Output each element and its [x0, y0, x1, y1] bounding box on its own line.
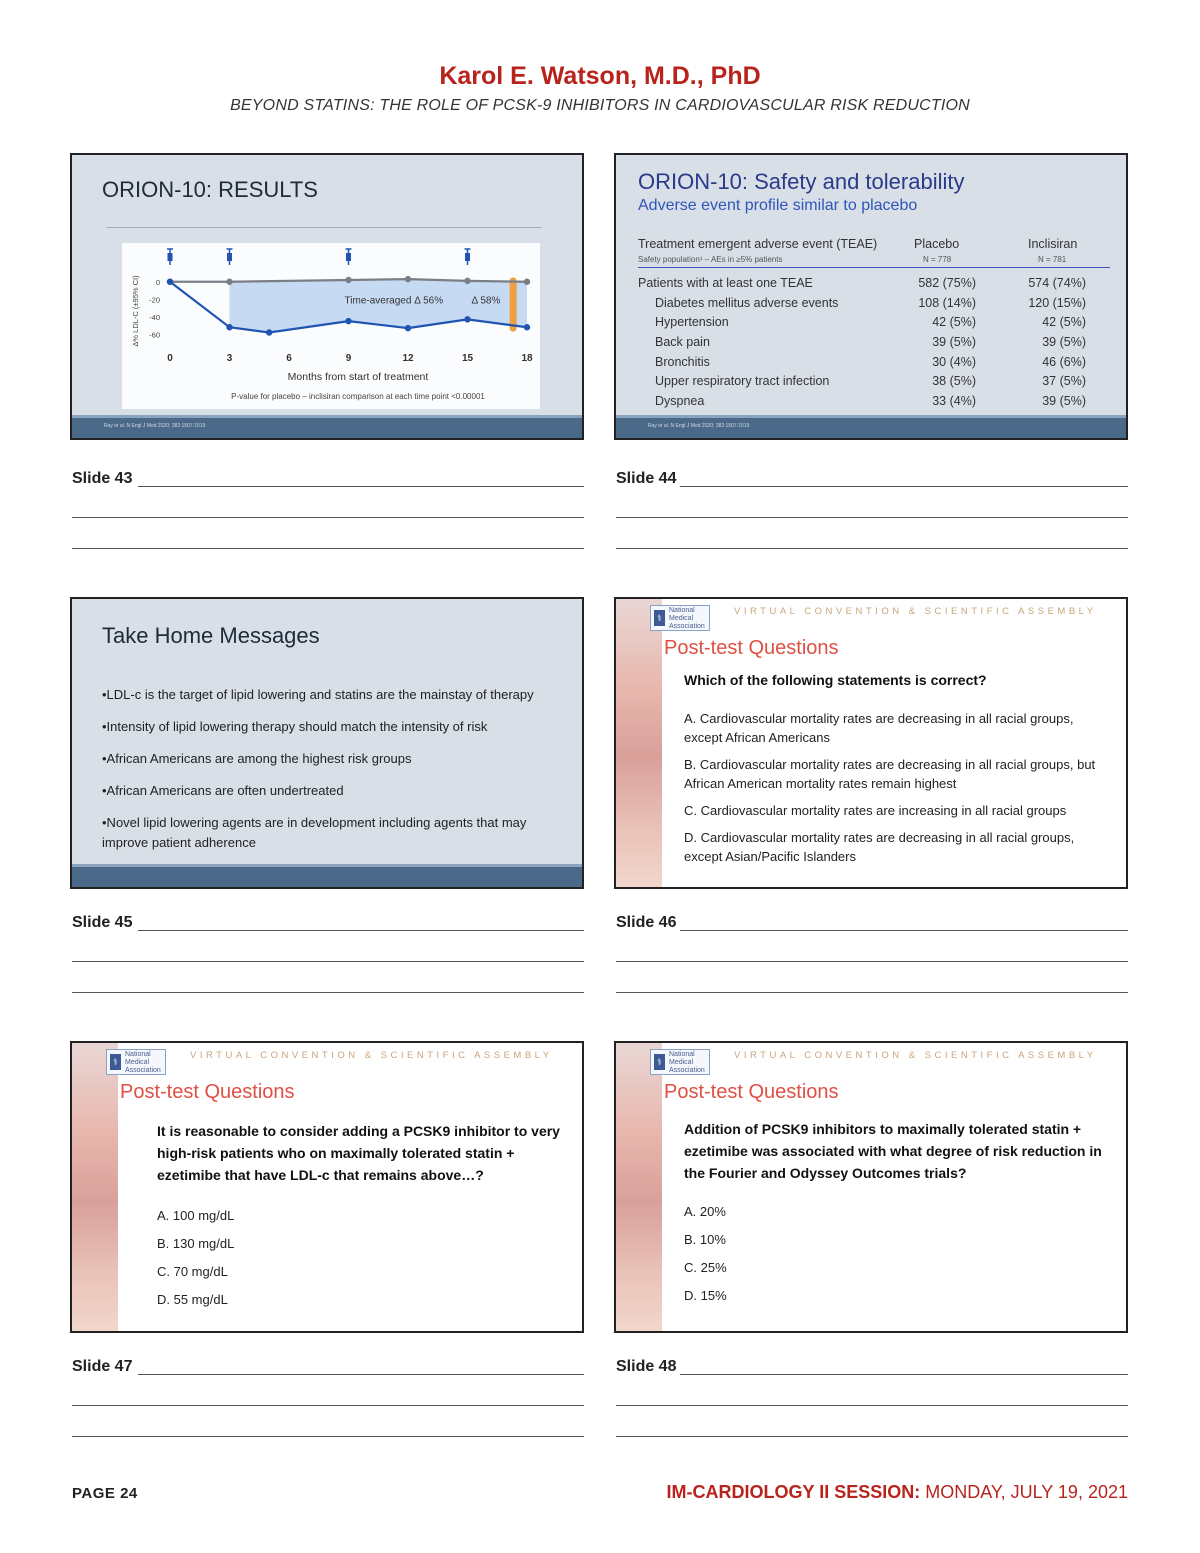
- x-tick-label: 12: [402, 353, 414, 364]
- injection-markers: [167, 249, 471, 265]
- y-tick-label: -60: [149, 330, 160, 340]
- answer: A. 100 mg/dL: [157, 1208, 235, 1223]
- citation: Ray et al. N Engl J Med 2020; 382:1507-1519: [648, 423, 750, 429]
- syringe-icon: [227, 249, 233, 265]
- answer: A. 20%: [684, 1204, 726, 1219]
- list-item: •African Americans are often undertreated: [102, 783, 344, 798]
- answer: B. Cardiovascular mortality rates are decreasing in all racial groups, but African American mortality rates remain highest: [684, 757, 1096, 791]
- convention-banner: VIRTUAL CONVENTION & SCIENTIFIC ASSEMBLY: [190, 1050, 553, 1061]
- x-tick-label: 3: [226, 353, 233, 364]
- slide-heading: Post-test Questions: [120, 1081, 295, 1103]
- convention-banner: VIRTUAL CONVENTION & SCIENTIFIC ASSEMBLY: [734, 1050, 1097, 1061]
- col-event: Treatment emergent adverse event (TEAE): [638, 237, 878, 251]
- delta-annotation: Δ 58%: [471, 295, 501, 307]
- syringe-icon: [167, 249, 173, 265]
- session-info: IM-CARDIOLOGY II SESSION: MONDAY, JULY 19, 2021: [666, 1482, 1128, 1502]
- table-row: Upper respiratory tract infection 38 (5%) 37 (5%): [655, 374, 1086, 389]
- caduceus-icon: ⚕: [110, 1054, 121, 1070]
- list-item: •Novel lipid lowering agents are in development including agents that may improve patient adherence: [102, 815, 527, 850]
- nma-logo: ⚕ National Medical Association: [650, 1049, 710, 1075]
- y-tick-label: -40: [149, 312, 160, 322]
- slide-46-label: Slide 46: [616, 914, 677, 931]
- answer-list: [157, 1202, 457, 1314]
- answer-list: [684, 709, 1114, 874]
- table-row: Diabetes mellitus adverse events 108 (14%) 120 (15%): [655, 295, 1086, 310]
- decorative-art: [616, 599, 662, 887]
- data-point-placebo: [226, 279, 232, 285]
- x-tick-label: 0: [167, 353, 173, 364]
- note-line: [616, 961, 1128, 962]
- slide-title: Take Home Messages: [102, 623, 320, 648]
- presenter-name: Karol E. Watson, M.D., PhD: [439, 62, 761, 90]
- note-line: [72, 992, 584, 993]
- slide-48: [614, 1041, 1128, 1333]
- citation: Ray et al. N Engl J Med 2020; 382:1507-1519: [104, 423, 206, 429]
- slide-footer-bar: [72, 864, 582, 887]
- time-averaged-annotation: Time-averaged Δ 56%: [344, 295, 444, 307]
- divider: [106, 227, 542, 228]
- n-inclisiran: N = 781: [1038, 255, 1067, 264]
- table-row: Patients with at least one TEAE 582 (75%) 574 (74%): [638, 276, 1086, 290]
- convention-banner: VIRTUAL CONVENTION & SCIENTIFIC ASSEMBLY: [734, 606, 1097, 617]
- note-line: [616, 1436, 1128, 1437]
- y-tick-label: 0: [155, 277, 160, 287]
- syringe-icon: [346, 249, 352, 265]
- data-point-inclisiran: [405, 325, 411, 331]
- slide-43-label: Slide 43: [72, 470, 133, 487]
- answer: C. Cardiovascular mortality rates are increasing in all racial groups: [684, 803, 1067, 818]
- x-tick-label: 18: [521, 353, 533, 364]
- slide-title: ORION-10: RESULTS: [102, 177, 318, 202]
- note-line: [72, 517, 584, 518]
- slide-46: [614, 597, 1128, 889]
- table-row: Bronchitis 30 (4%) 46 (6%): [655, 354, 1086, 369]
- data-point-placebo: [464, 278, 470, 284]
- slide-subtitle: Adverse event profile similar to placebo: [638, 197, 918, 214]
- answer: A. Cardiovascular mortality rates are decreasing in all racial groups, except African Americans: [684, 711, 1074, 745]
- note-line: [72, 961, 584, 962]
- table-row: Back pain 39 (5%) 39 (5%): [655, 335, 1086, 350]
- note-line: [680, 486, 1128, 487]
- list-item: •Intensity of lipid lowering therapy should match the intensity of risk: [102, 719, 488, 734]
- slide-47-label: Slide 47: [72, 1358, 133, 1375]
- presentation-title: BEYOND STATINS: THE ROLE OF PCSK-9 INHIBITORS IN CARDIOVASCULAR RISK REDUCTION: [230, 97, 970, 114]
- x-tick-label: 9: [345, 353, 352, 364]
- ldl-chart-svg: [122, 243, 540, 409]
- table-subheader: [638, 255, 1110, 268]
- data-point-inclisiran: [464, 316, 470, 322]
- note-line: [616, 517, 1128, 518]
- note-line: [138, 930, 584, 931]
- table-header: [638, 237, 1110, 255]
- data-point-placebo: [524, 279, 530, 285]
- slide-title: ORION-10: Safety and tolerability: [638, 169, 965, 194]
- decorative-art: [72, 1043, 118, 1331]
- slide-footer-bar: [616, 415, 1126, 438]
- col-placebo: Placebo: [914, 237, 960, 251]
- message-list: [102, 685, 572, 865]
- slide-heading: Post-test Questions: [664, 1081, 839, 1103]
- slide-45-label: Slide 45: [72, 914, 133, 931]
- note-line: [138, 1374, 584, 1375]
- note-line: [72, 1436, 584, 1437]
- answer: B. 130 mg/dL: [157, 1236, 235, 1251]
- slide-48-label: Slide 48: [616, 1358, 677, 1375]
- data-point-placebo: [405, 276, 411, 282]
- nma-logo: ⚕ National Medical Association: [106, 1049, 166, 1075]
- slide-footer-bar: [72, 415, 582, 438]
- note-line: [72, 1405, 584, 1406]
- safety-population: Safety population¹ – AEs in ≥5% patients: [638, 255, 783, 264]
- note-line: [680, 930, 1128, 931]
- slide-44: [614, 153, 1128, 440]
- list-item: •African Americans are among the highest risk groups: [102, 751, 412, 766]
- slide-45: [70, 597, 584, 889]
- col-inclisiran: Inclisiran: [1028, 237, 1078, 251]
- nma-logo: ⚕ National Medical Association: [650, 605, 710, 631]
- answer: C. 70 mg/dL: [157, 1264, 228, 1279]
- adverse-event-table: [638, 237, 1110, 414]
- page-number: PAGE 24: [72, 1485, 138, 1502]
- table-row: Dyspnea 33 (4%) 39 (5%): [655, 394, 1086, 409]
- x-axis-label: Months from start of treatment: [287, 371, 429, 383]
- data-point-inclisiran: [226, 324, 232, 330]
- syringe-icon: [465, 249, 471, 265]
- slide-47: [70, 1041, 584, 1333]
- data-point-inclisiran: [524, 324, 530, 330]
- slide-44-label: Slide 44: [616, 470, 677, 487]
- ldl-chart: [122, 243, 540, 409]
- question: Which of the following statements is correct?: [684, 672, 987, 688]
- list-item: •LDL-c is the target of lipid lowering and statins are the mainstay of therapy: [102, 687, 534, 702]
- data-point-inclisiran: [167, 279, 173, 285]
- question: Addition of PCSK9 inhibitors to maximally tolerated statin + ezetimibe was associated with what degree of risk reduction in the Fourier and Odyssey Outcomes trials?: [684, 1121, 1102, 1181]
- note-line: [616, 1405, 1128, 1406]
- slide-heading: Post-test Questions: [664, 637, 839, 659]
- answer: C. 25%: [684, 1260, 727, 1275]
- note-line: [138, 486, 584, 487]
- footnote: P-value for placebo – inclisiran comparison at each time point <0.00001: [231, 392, 485, 401]
- y-axis-label: Δ% LDL-C (±95% CI): [131, 275, 140, 347]
- n-placebo: N = 778: [923, 255, 952, 264]
- note-line: [616, 548, 1128, 549]
- x-tick-label: 15: [461, 353, 474, 364]
- note-line: [72, 548, 584, 549]
- x-tick-label: 6: [286, 353, 292, 364]
- y-tick-label: -20: [149, 295, 160, 305]
- answer: D. Cardiovascular mortality rates are decreasing in all racial groups, except Asian/Pacific Islanders: [684, 830, 1075, 864]
- data-point-inclisiran: [266, 329, 272, 335]
- caduceus-icon: ⚕: [654, 1054, 665, 1070]
- note-line: [616, 992, 1128, 993]
- note-line: [680, 1374, 1128, 1375]
- table-row: Hypertension 42 (5%) 42 (5%): [655, 315, 1086, 330]
- answer: D. 15%: [684, 1288, 727, 1303]
- data-point-inclisiran: [345, 318, 351, 324]
- caduceus-icon: ⚕: [654, 610, 665, 626]
- decorative-art: [616, 1043, 662, 1331]
- answer: D. 55 mg/dL: [157, 1292, 228, 1307]
- question: It is reasonable to consider adding a PCSK9 inhibitor to very high-risk patients who on maximally tolerated statin + ezetimibe that have LDL-c that remains above…?: [157, 1123, 560, 1183]
- answer: B. 10%: [684, 1232, 726, 1247]
- slide-43: [70, 153, 584, 440]
- data-point-placebo: [345, 277, 351, 283]
- answer-list: [684, 1198, 984, 1310]
